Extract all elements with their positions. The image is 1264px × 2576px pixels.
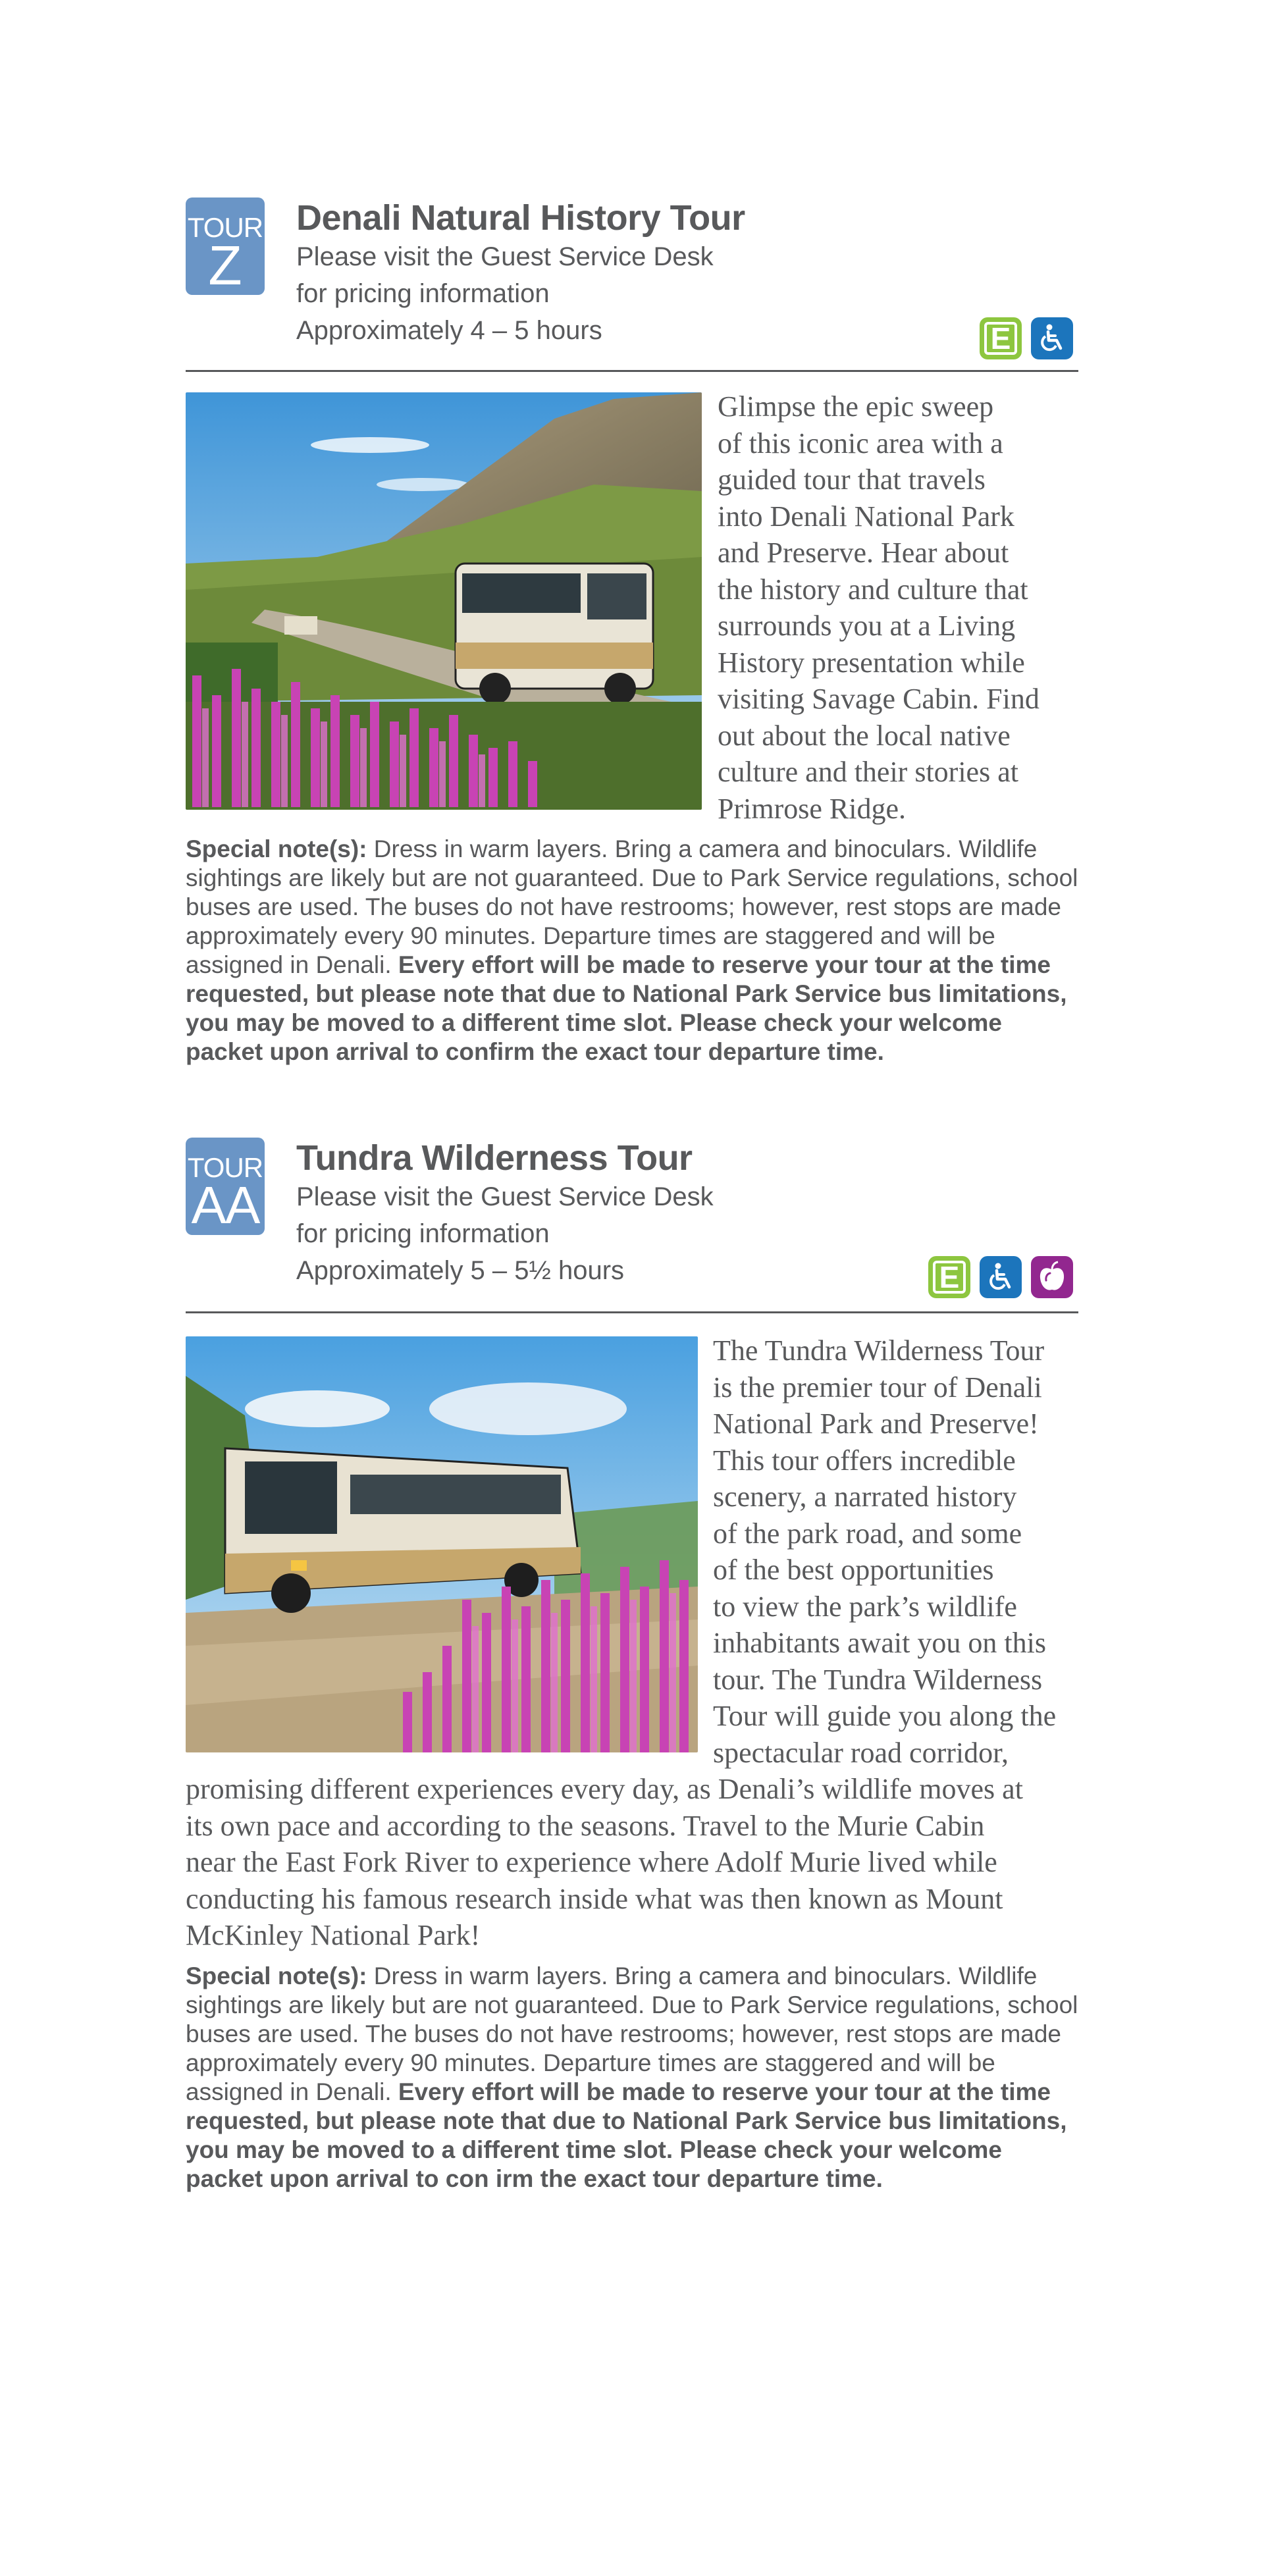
description-line: Primrose Ridge. <box>718 792 906 825</box>
tour-badge-letter: Z <box>208 234 242 296</box>
tour-aa-section <box>186 1138 1078 2230</box>
description-line: McKinley National Park! <box>186 1919 481 1951</box>
description-line: The Tundra Wilderness Tour <box>713 1334 1045 1367</box>
tour-photo-bus-road <box>186 1336 698 1752</box>
tour-header <box>296 1138 988 1289</box>
tour-badge-z <box>186 197 265 295</box>
description-line: History presentation while <box>718 646 1025 679</box>
description-line: promising different experiences every day, as Denali’s wildlife moves at <box>186 1773 1023 1805</box>
tour-title: Tundra Wilderness Tour <box>296 1138 693 1178</box>
pricing-line-2: for pricing information <box>296 1219 550 1248</box>
special-note <box>186 1962 1078 2194</box>
description-line: Glimpse the epic sweep <box>718 390 994 423</box>
description-line: scenery, a narrated history <box>713 1481 1017 1513</box>
pricing-line-1: Please visit the Guest Service Desk <box>296 1182 714 1211</box>
description-line: of this iconic area with a <box>718 427 1003 460</box>
special-note-bold: Every effort will be made to reserve your tour at the time requested, but please note that due to National Park Service bus limitations, you may be moved to a different time slot. Please check your welcome packet upon arrival to confirm the exact tour departure time. <box>186 951 1067 1065</box>
special-note-label: Special note(s): <box>186 1962 367 1989</box>
tour-title: Denali Natural History Tour <box>296 198 745 238</box>
description-line: spectacular road corridor, <box>713 1736 1009 1769</box>
special-note-text: Dress in warm layers. Bring a camera and binoculars. Wildlife sightings are likely but are not guaranteed. Due to Park Service regulations, school buses are used. The buses do not have restrooms; however, rest stops are made approximately every 90 minutes. Departure times are staggered and will be assigned in Denali. <box>186 1962 1078 2105</box>
tour-badge-letter: AA <box>191 1176 259 1234</box>
description-line: guided tour that travels <box>718 463 986 496</box>
description-line: visiting Savage Cabin. Find <box>718 683 1040 715</box>
tour-icons <box>928 1256 1073 1298</box>
tour-icons <box>980 317 1073 359</box>
description-line: Tour will guide you along the <box>713 1700 1057 1732</box>
wheelchair-icon <box>980 1256 1022 1298</box>
description-line: and Preserve. Hear about <box>718 537 1009 569</box>
description-line: out about the local native <box>718 719 1011 752</box>
description-line: tour. The Tundra Wilderness <box>713 1663 1043 1696</box>
pricing-line-1: Please visit the Guest Service Desk <box>296 242 714 271</box>
description-line: This tour offers incredible <box>713 1444 1016 1477</box>
special-note-label: Special note(s): <box>186 835 367 862</box>
description-line: is the premier tour of Denali <box>713 1371 1042 1404</box>
apple-icon <box>1031 1256 1073 1298</box>
e-icon: E <box>980 317 1022 359</box>
section-divider <box>186 370 1078 372</box>
wheelchair-icon <box>1031 317 1073 359</box>
pricing-line-2: for pricing information <box>296 279 550 308</box>
description-line: of the park road, and some <box>713 1517 1022 1550</box>
tour-z-section <box>186 197 1078 1080</box>
section-divider <box>186 1311 1078 1313</box>
tour-badge-word: TOUR <box>187 212 263 243</box>
tour-badge-word: TOUR <box>187 1152 263 1183</box>
description-line: surrounds you at a Living <box>718 610 1016 642</box>
tour-description-full <box>186 1771 1078 1954</box>
description-line: its own pace and according to the seasons. Travel to the Murie Cabin <box>186 1809 985 1842</box>
tour-badge-aa <box>186 1138 265 1235</box>
description-line: near the East Fork River to experience where Adolf Murie lived while <box>186 1846 997 1878</box>
tour-description-wrapped <box>713 1332 1082 1771</box>
tour-photo-bus-fireweed <box>186 392 702 810</box>
description-line: to view the park’s wildlife <box>713 1590 1017 1623</box>
description-line: the history and culture that <box>718 573 1028 606</box>
special-note-text: Dress in warm layers. Bring a camera and binoculars. Wildlife sightings are likely but are not guaranteed. Due to Park Service regulations, school buses are used. The buses do not have restrooms; however, rest stops are made approximately every 90 minutes. Departure times are staggered and will be assigned in Denali. <box>186 835 1078 978</box>
description-line: inhabitants await you on this <box>713 1627 1046 1659</box>
description-line: conducting his famous research inside what was then known as Mount <box>186 1882 1003 1915</box>
description-line: National Park and Preserve! <box>713 1407 1039 1440</box>
tour-description <box>718 388 1086 827</box>
e-icon: E <box>928 1256 970 1298</box>
special-note <box>186 835 1078 1066</box>
description-line: culture and their stories at <box>718 756 1018 788</box>
special-note-bold: Every effort will be made to reserve your tour at the time requested, but please note that due to National Park Service bus limitations, you may be moved to a different time slot. Please check your welcome packet upon arrival to con irm the exact tour departure time. <box>186 2078 1067 2192</box>
description-line: into Denali National Park <box>718 500 1014 533</box>
tour-duration: Approximately 4 – 5 hours <box>296 316 602 345</box>
description-line: of the best opportunities <box>713 1554 994 1586</box>
tour-duration: Approximately 5 – 5½ hours <box>296 1256 625 1285</box>
tour-header <box>296 197 988 349</box>
